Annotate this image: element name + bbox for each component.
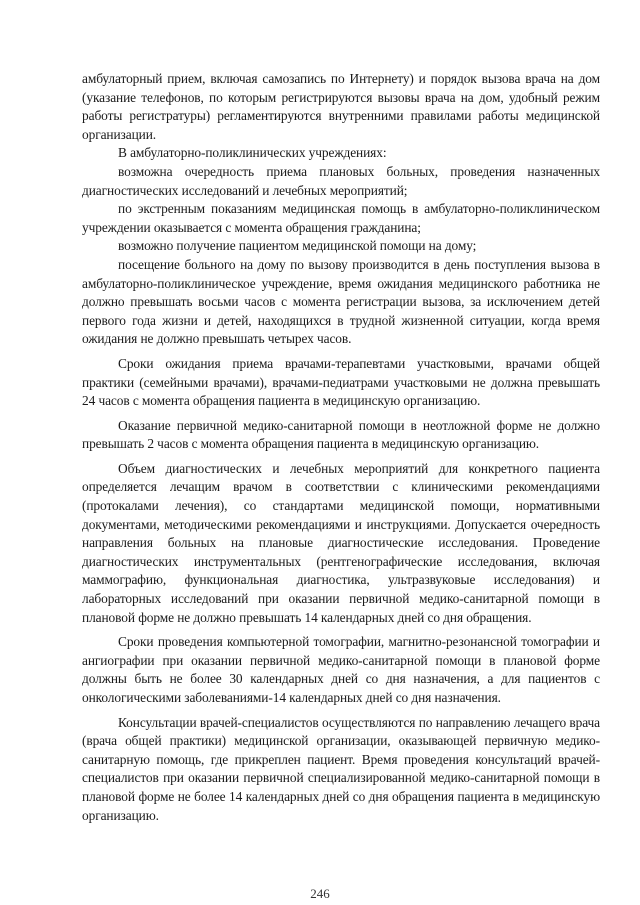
- paragraph-5: возможно получение пациентом медицинской помощи на дому;: [118, 238, 477, 254]
- paragraph-4: по экстренным показаниям медицинская помощь в амбулаторно-поликлиническом учреждении оказывается с момента обращения гражданина;: [82, 201, 600, 235]
- paragraph-3: возможна очередность приема плановых больных, проведения назначенных диагностических исследований и лечебных мероприятий;: [82, 163, 600, 198]
- paragraph-9: Объем диагностических и лечебных мероприятий для конкретного пациента определяется лечащим врачом в соответствии с клиническими рекомендациями (протокалами лечения), со стандартами медицинской помощи, нормативными документами, методическими рекомендациями и инструкциями. Допускается очередность направления больных на плановые диагностические исследования. Проведение диагностических инструментальных (рентгенографические исследования, включая маммографию, функциональная диагностика, ультразвуковые исследования) и лабораторных исследований при оказании первичной медико-санитарной помощи в плановой форме не должно превышать 14 календарных дней со дня обращения.: [82, 460, 600, 625]
- document-body: [82, 70, 600, 831]
- page-number: 246: [310, 886, 330, 901]
- paragraph-7: Сроки ожидания приема врачами-терапевтами участковыми, врачами общей практики (семейными врачами), врачами-педиатрами участковыми не должна превышать 24 часов с момента обращения пациента в медицинскую организацию.: [82, 355, 600, 409]
- paragraph-8: Оказание первичной медико-санитарной помощи в неотложной форме не должно превышать 2 часов с момента обращения пациента в медицинскую организацию.: [82, 417, 600, 452]
- paragraph-6: посещение больного на дому по вызову производится в день поступления вызова в амбулаторно-поликлиническое учреждение, время ожидания медицинского работника не должно превышать восьми часов с момента регистрации вызова, за исключением детей первого года жизни и детей, находящихся в трудной жизненной ситуации, когда время ожидания не должно превышать четырех часов.: [82, 256, 600, 347]
- paragraph-1: амбулаторный прием, включая самозапись по Интернету) и порядок вызова врача на дом (указание телефонов, по которым регистрируются вызовы врача на дом, удобный режим работы регистратуры) регламентируются внутренними правилами работы медицинской организации.: [82, 71, 600, 142]
- paragraph-2: В амбулаторно-поликлинических учреждениях:: [118, 145, 387, 161]
- paragraph-10: Сроки проведения компьютерной томографии, магнитно-резонансной томографии и ангиографии при оказании первичной медико-санитарной помощи в плановой форме должны быть не более 30 календарных дней со дня назначения, а для пациентов с онкологическими заболеваниями-14 календарных дней со дня назначения.: [82, 634, 600, 705]
- paragraph-11: Консультации врачей-специалистов осуществляются по направлению лечащего врача (врача общей практики) медицинской организации, оказывающей первичную медико-санитарную помощь, где прикреплен пациент. Время проведения консультаций врачей-специалистов при оказании первичной специализированной медико-санитарной помощи в плановой форме не более 14 календарных дней со дня обращения пациента в медицинскую организацию.: [82, 714, 600, 823]
